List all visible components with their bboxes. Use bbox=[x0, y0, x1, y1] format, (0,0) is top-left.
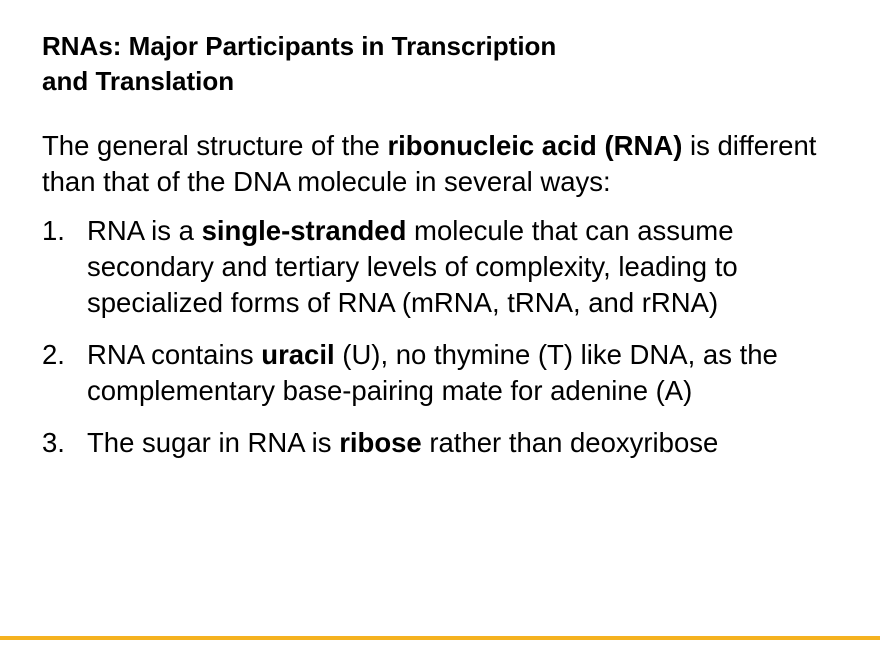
list-item-text-end: molecule that can assume secondary and tertiary levels of complexity, leading to specialized forms of RNA (mRNA, tRNA, and rRNA) bbox=[87, 215, 746, 318]
slide-body bbox=[42, 128, 852, 477]
list-item bbox=[42, 213, 852, 321]
list-item-bold-term: uracil bbox=[261, 339, 335, 370]
numbered-list bbox=[42, 213, 852, 461]
list-item-number: 1. bbox=[42, 215, 65, 246]
list-item-number: 3. bbox=[42, 427, 65, 458]
list-item-text bbox=[87, 213, 852, 321]
list-item-bold-term: ribose bbox=[339, 427, 422, 458]
footer-accent-bar bbox=[0, 636, 880, 640]
list-item-text-end: rather than deoxyribose bbox=[421, 427, 719, 458]
slide-title-line-2: and Translation bbox=[42, 66, 235, 96]
list-item bbox=[42, 425, 852, 461]
intro-text-continued: is different than that of the DNA molecule in several ways: bbox=[42, 130, 825, 197]
slide-title bbox=[42, 29, 842, 99]
slide-title-line-1: RNAs: Major Participants in Transcription bbox=[42, 31, 557, 61]
list-item-text-start: The sugar in RNA is bbox=[87, 427, 340, 458]
list-item-bold-term: single-stranded bbox=[201, 215, 407, 246]
list-item-text-start: RNA contains bbox=[87, 339, 262, 370]
intro-paragraph bbox=[42, 128, 852, 200]
intro-bold-term: ribonucleic acid (RNA) bbox=[387, 130, 683, 161]
list-item-number: 2. bbox=[42, 339, 65, 370]
list-item-text-end: (U), no thymine (T) like DNA, as the complementary base-pairing mate for adenine (A) bbox=[87, 339, 786, 406]
list-item-text bbox=[87, 425, 852, 461]
list-item-text bbox=[87, 337, 852, 409]
intro-text: The general structure of the bbox=[42, 130, 388, 161]
list-item-text-start: RNA is a bbox=[87, 215, 202, 246]
list-item bbox=[42, 337, 852, 409]
